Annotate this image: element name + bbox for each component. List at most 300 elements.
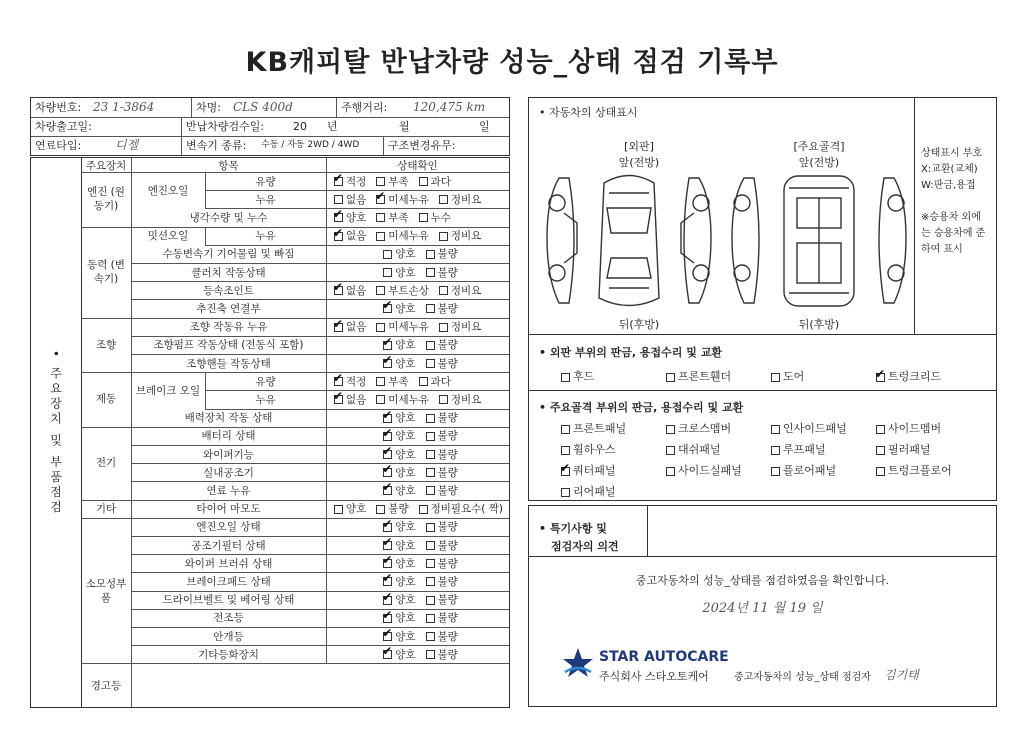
row-status <box>334 500 507 518</box>
status-option[interactable] <box>383 610 415 625</box>
checkbox-icon[interactable] <box>419 177 428 186</box>
struct-label: 구조변경유무: <box>388 139 456 152</box>
option-label: 불량 <box>437 521 458 534</box>
checkbox-icon[interactable] <box>376 286 385 295</box>
checkbox-icon[interactable] <box>376 195 385 204</box>
option-label: 불량 <box>437 448 458 461</box>
checkbox-icon[interactable] <box>666 373 675 382</box>
repair-item[interactable] <box>561 462 616 478</box>
checkbox-icon[interactable] <box>426 614 435 623</box>
checkbox-icon[interactable] <box>439 232 448 241</box>
repair-item[interactable] <box>876 441 931 457</box>
status-option[interactable] <box>383 337 415 352</box>
option-label: 없음 <box>346 284 367 297</box>
trans-options[interactable]: 수동 / 자동 2WD / 4WD <box>261 140 360 150</box>
row-status <box>334 190 507 208</box>
repair-item[interactable] <box>771 462 836 478</box>
row-status <box>334 354 507 372</box>
checkbox-icon[interactable] <box>376 505 385 514</box>
option-label: 양호 <box>395 448 416 461</box>
status-option[interactable] <box>426 301 458 316</box>
status-option[interactable] <box>419 174 451 189</box>
option-label: 양호 <box>395 557 416 570</box>
sub-mission_oil: 밋션오일 <box>147 230 189 243</box>
row-item: 브레이크패드 상태 <box>186 575 271 588</box>
row-item: 수동변속기 기어물림 및 빠짐 <box>162 248 295 261</box>
confirmation-panel <box>528 505 997 707</box>
status-option[interactable] <box>383 647 415 662</box>
checkbox-icon[interactable] <box>561 467 570 476</box>
legend-x: X:교환(교체) <box>921 164 978 175</box>
checkbox-icon[interactable] <box>426 359 435 368</box>
top-outline-icon <box>599 176 659 306</box>
plate-label: 차량번호: <box>35 101 82 114</box>
status-option[interactable] <box>426 556 458 571</box>
row-item: 누유 <box>255 193 276 206</box>
repair-item[interactable] <box>771 420 847 436</box>
checkbox-icon[interactable] <box>439 286 448 295</box>
status-option[interactable] <box>426 538 458 553</box>
frame-left-outline-icon <box>732 178 759 303</box>
row-item: 엔진오일 상태 <box>196 521 261 534</box>
checkbox-icon[interactable] <box>426 577 435 586</box>
diagram-panel <box>528 97 997 501</box>
status-option[interactable] <box>334 374 366 389</box>
row-status <box>334 591 507 609</box>
checkbox-icon[interactable] <box>876 446 885 455</box>
checkbox-icon[interactable] <box>334 213 343 222</box>
option-label: 정비요 <box>450 321 482 334</box>
repair-label: 프론트휀더 <box>678 370 732 383</box>
repair-label: 크로스멤버 <box>678 422 732 435</box>
option-label: 불량 <box>437 339 458 352</box>
checkbox-icon[interactable] <box>426 268 435 277</box>
option-label: 불량 <box>437 557 458 570</box>
repair-item[interactable] <box>666 420 731 436</box>
status-option[interactable] <box>426 447 458 462</box>
status-option[interactable] <box>383 483 415 498</box>
group-engine: 엔진 (원동기) <box>87 186 125 213</box>
status-option[interactable] <box>419 501 503 516</box>
checkbox-icon[interactable] <box>334 177 343 186</box>
checkbox-icon[interactable] <box>561 425 570 434</box>
status-option[interactable] <box>383 574 415 589</box>
option-label: 누수 <box>430 211 451 224</box>
checkbox-icon[interactable] <box>419 377 428 386</box>
checkbox-icon[interactable] <box>383 523 392 532</box>
row-item: 클러치 작동상태 <box>191 266 266 279</box>
option-label: 불량 <box>437 648 458 661</box>
repair-item[interactable] <box>771 441 826 457</box>
checkbox-icon[interactable] <box>383 432 392 441</box>
status-option[interactable] <box>376 228 429 243</box>
status-option[interactable] <box>376 374 408 389</box>
checkbox-icon[interactable] <box>419 213 428 222</box>
repair-item[interactable] <box>771 368 804 384</box>
row-item: 배력장치 작동 상태 <box>184 412 273 425</box>
checkbox-icon[interactable] <box>383 559 392 568</box>
row-item: 와이퍼 브러쉬 상태 <box>184 557 273 570</box>
row-item: 실내공조기 <box>203 466 254 479</box>
option-label: 미세누유 <box>388 321 429 334</box>
option-label: 불량 <box>437 575 458 588</box>
checkbox-icon[interactable] <box>383 632 392 641</box>
repair-item[interactable] <box>561 483 616 499</box>
row-item: 조향펌프 작동상태 (전동식 포함) <box>153 339 304 352</box>
checkbox-icon[interactable] <box>334 377 343 386</box>
star-autocare-logo-icon <box>561 646 595 680</box>
repair-item[interactable] <box>876 368 941 384</box>
option-label: 불량 <box>437 412 458 425</box>
checkbox-icon[interactable] <box>383 577 392 586</box>
row-status <box>334 445 507 463</box>
checkbox-icon[interactable] <box>426 304 435 313</box>
row-item: 조향핸들 작동상태 <box>186 357 271 370</box>
status-option[interactable] <box>376 192 429 207</box>
status-option[interactable] <box>383 265 415 280</box>
special-label-2: 점검자의 의견 <box>551 540 619 553</box>
row-status <box>334 208 507 226</box>
checkbox-icon[interactable] <box>439 195 448 204</box>
trans-label: 변속기 종류: <box>186 139 247 152</box>
checkbox-icon[interactable] <box>666 446 675 455</box>
repair-item[interactable] <box>561 368 594 384</box>
status-option[interactable] <box>383 410 415 425</box>
exterior-rear-label: 뒤(후방) <box>618 318 660 331</box>
checkbox-icon[interactable] <box>426 486 435 495</box>
checkbox-icon[interactable] <box>426 250 435 259</box>
option-label: 양호 <box>395 484 416 497</box>
repair-label: 사이드실패널 <box>678 464 742 477</box>
status-option[interactable] <box>426 356 458 371</box>
status-option[interactable] <box>383 519 415 534</box>
right-side-outline-icon <box>681 178 711 303</box>
option-label: 양호 <box>395 466 416 479</box>
option-label: 불량 <box>437 466 458 479</box>
status-option[interactable] <box>383 465 415 480</box>
row-status <box>334 536 507 554</box>
checkbox-icon[interactable] <box>383 359 392 368</box>
option-label: 미세누유 <box>388 230 429 243</box>
repair-label: 사이드멤버 <box>888 422 942 435</box>
row-item: 전조등 <box>213 612 244 625</box>
row-item: 유량 <box>255 375 276 388</box>
checkbox-icon[interactable] <box>426 450 435 459</box>
legend-title: 상태표시 부호 <box>921 148 983 159</box>
side-label: • 주요장치 및 부품점검 <box>48 349 63 516</box>
status-option[interactable] <box>334 210 366 225</box>
legend-note: ※승용차 외에는 승용차에 준하여 표시 <box>921 212 986 255</box>
repair-label: 대쉬패널 <box>678 443 721 456</box>
status-option[interactable] <box>426 629 458 644</box>
checkbox-icon[interactable] <box>771 467 780 476</box>
status-option[interactable] <box>426 483 458 498</box>
checkbox-icon[interactable] <box>426 414 435 423</box>
status-option[interactable] <box>383 556 415 571</box>
checkbox-icon[interactable] <box>334 395 343 404</box>
status-option[interactable] <box>426 428 458 443</box>
option-label: 없음 <box>346 193 367 206</box>
row-status <box>334 372 507 390</box>
status-option[interactable] <box>334 192 366 207</box>
repair-item[interactable] <box>666 441 721 457</box>
group-power: 동력 (변속기) <box>87 259 125 286</box>
checkbox-icon[interactable] <box>376 323 385 332</box>
option-label: 양호 <box>395 539 416 552</box>
checkbox-icon[interactable] <box>376 177 385 186</box>
checkbox-icon[interactable] <box>419 505 428 514</box>
mileage-value[interactable]: 120,475 km <box>413 100 486 114</box>
option-label: 정비요 <box>450 193 482 206</box>
status-option[interactable] <box>426 610 458 625</box>
status-option[interactable] <box>439 192 481 207</box>
option-label: 정비요 <box>450 230 482 243</box>
checkbox-icon[interactable] <box>426 632 435 641</box>
status-option[interactable] <box>376 319 429 334</box>
checkbox-icon[interactable] <box>426 341 435 350</box>
checkbox-icon[interactable] <box>439 395 448 404</box>
group-consum: 소모성부품 <box>85 577 127 604</box>
checkbox-icon[interactable] <box>383 268 392 277</box>
repair-label: 트렁크리드 <box>888 370 942 383</box>
status-option[interactable] <box>426 410 458 425</box>
status-option[interactable] <box>439 228 481 243</box>
repair-label: 트렁크플로어 <box>888 464 952 477</box>
checkbox-icon[interactable] <box>426 523 435 532</box>
status-option[interactable] <box>383 301 415 316</box>
row-status <box>334 172 507 190</box>
checkbox-icon[interactable] <box>334 323 343 332</box>
option-label: 부족 <box>388 375 409 388</box>
status-option[interactable] <box>383 356 415 371</box>
checkbox-icon[interactable] <box>426 650 435 659</box>
group-etc: 기타 <box>95 502 117 515</box>
repair-label: 리어패널 <box>573 485 616 498</box>
option-label: 양호 <box>346 211 367 224</box>
repair-label: 플로어패널 <box>783 464 837 477</box>
status-option[interactable] <box>426 574 458 589</box>
checkbox-icon[interactable] <box>666 425 675 434</box>
checkbox-icon[interactable] <box>771 373 780 382</box>
checkbox-icon[interactable] <box>334 195 343 204</box>
checkbox-icon[interactable] <box>426 432 435 441</box>
status-option[interactable] <box>376 210 408 225</box>
status-option[interactable] <box>383 246 415 261</box>
status-option[interactable] <box>383 447 415 462</box>
repair-label: 도어 <box>783 370 805 383</box>
option-label: 없음 <box>346 321 367 334</box>
row-item: 누유 <box>255 393 276 406</box>
row-item: 와이퍼기능 <box>203 448 254 461</box>
row-item: 조향 작동유 누유 <box>189 321 268 334</box>
checkbox-icon[interactable] <box>383 486 392 495</box>
checkbox-icon[interactable] <box>383 650 392 659</box>
checkbox-icon[interactable] <box>771 425 780 434</box>
row-item: 유량 <box>255 175 276 188</box>
checkbox-icon[interactable] <box>561 488 570 497</box>
status-option[interactable] <box>426 592 458 607</box>
option-label: 양호 <box>395 412 416 425</box>
row-item: 누유 <box>255 230 276 243</box>
vehicle-info-box <box>30 97 510 156</box>
month-unit: 월 <box>399 120 410 133</box>
release-label: 차량출고일: <box>35 120 92 133</box>
checkbox-icon[interactable] <box>383 614 392 623</box>
frame-right-outline-icon <box>879 178 906 303</box>
status-option[interactable] <box>426 519 458 534</box>
option-label: 과다 <box>430 175 451 188</box>
row-status <box>334 318 507 336</box>
row-status <box>334 518 507 536</box>
status-option[interactable] <box>426 265 458 280</box>
frame-label: [주요골격] <box>793 140 845 153</box>
status-option[interactable] <box>334 174 366 189</box>
col-status-header: 상태확인 <box>397 159 438 172</box>
status-option[interactable] <box>334 501 366 516</box>
repair-label: 후드 <box>573 370 595 383</box>
status-option[interactable] <box>439 283 481 298</box>
checkbox-icon[interactable] <box>771 446 780 455</box>
checkbox-icon[interactable] <box>876 425 885 434</box>
checkbox-icon[interactable] <box>334 505 343 514</box>
option-label: 불량 <box>437 302 458 315</box>
option-label: 과다 <box>430 375 451 388</box>
row-status <box>334 609 507 627</box>
checkbox-icon[interactable] <box>383 250 392 259</box>
row-status <box>334 554 507 572</box>
legend-w: W:판금,용접 <box>921 180 976 191</box>
status-option[interactable] <box>376 501 408 516</box>
fuel-value[interactable]: 디젤 <box>115 138 139 152</box>
checkbox-icon[interactable] <box>376 377 385 386</box>
status-option[interactable] <box>419 210 451 225</box>
exterior-repair-title: • 외판 부위의 판금, 용접수리 및 교환 <box>539 346 722 359</box>
checkbox-icon[interactable] <box>666 467 675 476</box>
inspector-label: 중고자동차의 성능_상태 점검자 <box>734 672 871 683</box>
frame-front-label: 앞(전방) <box>798 156 840 169</box>
status-option[interactable] <box>334 228 366 243</box>
status-option[interactable] <box>426 246 458 261</box>
checkbox-icon[interactable] <box>383 304 392 313</box>
option-label: 적정 <box>346 175 367 188</box>
row-item: 배터리 상태 <box>201 430 256 443</box>
status-option[interactable] <box>439 392 481 407</box>
row-status <box>334 336 507 354</box>
status-option[interactable] <box>383 538 415 553</box>
checkbox-icon[interactable] <box>383 541 392 550</box>
checkbox-icon[interactable] <box>561 373 570 382</box>
repair-label: 필러패널 <box>888 443 931 456</box>
status-option[interactable] <box>334 392 366 407</box>
model-value[interactable]: CLS 400d <box>233 100 293 114</box>
status-option[interactable] <box>426 465 458 480</box>
status-option[interactable] <box>426 647 458 662</box>
status-option[interactable] <box>383 428 415 443</box>
option-label: 양호 <box>395 612 416 625</box>
option-label: 불량 <box>437 484 458 497</box>
checkbox-icon[interactable] <box>383 341 392 350</box>
option-label: 불량 <box>437 357 458 370</box>
checkbox-icon[interactable] <box>383 450 392 459</box>
row-item: 연료 누유 <box>206 484 251 497</box>
checkbox-icon[interactable] <box>383 596 392 605</box>
repair-item[interactable] <box>666 462 742 478</box>
option-label: 정비요 <box>450 284 482 297</box>
status-option[interactable] <box>376 283 429 298</box>
exterior-label: [외판] <box>624 140 654 153</box>
checkbox-icon[interactable] <box>376 213 385 222</box>
status-option[interactable] <box>419 374 451 389</box>
repair-label: 휠하우스 <box>573 443 616 456</box>
checkbox-icon[interactable] <box>426 559 435 568</box>
inspector-signature[interactable]: 김기태 <box>884 668 919 682</box>
checkbox-icon[interactable] <box>334 286 343 295</box>
row-item: 냉각수량 및 누수 <box>189 211 268 224</box>
left-side-outline-icon <box>547 178 577 303</box>
checkbox-icon[interactable] <box>426 596 435 605</box>
status-option[interactable] <box>334 283 366 298</box>
status-option[interactable] <box>383 592 415 607</box>
option-label: 불량 <box>437 612 458 625</box>
checkbox-icon[interactable] <box>334 232 343 241</box>
checkbox-icon[interactable] <box>876 467 885 476</box>
option-label: 부트손상 <box>388 284 429 297</box>
checkbox-icon[interactable] <box>383 468 392 477</box>
repair-item[interactable] <box>666 368 731 384</box>
row-item: 등속조인트 <box>203 284 254 297</box>
status-option[interactable] <box>376 174 408 189</box>
group-elec: 전기 <box>95 457 117 470</box>
checkbox-icon[interactable] <box>561 446 570 455</box>
option-label: 불량 <box>388 503 409 516</box>
year-prefix: 20 <box>293 120 307 133</box>
row-status <box>334 390 507 408</box>
status-option[interactable] <box>334 319 366 334</box>
status-option[interactable] <box>376 392 429 407</box>
checkbox-icon[interactable] <box>426 468 435 477</box>
option-label: 없음 <box>346 230 367 243</box>
row-item: 안개등 <box>213 630 244 643</box>
repair-item[interactable] <box>561 441 616 457</box>
repair-label: 쿼터패널 <box>573 464 616 477</box>
group-steer: 조향 <box>95 338 117 351</box>
checkbox-icon[interactable] <box>383 414 392 423</box>
checkbox-icon[interactable] <box>426 541 435 550</box>
option-label: 정비필요수( 짝) <box>430 503 503 516</box>
repair-item[interactable] <box>876 420 941 436</box>
repair-item[interactable] <box>876 462 952 478</box>
status-option[interactable] <box>439 319 481 334</box>
sub-engine_oil: 엔진오일 <box>147 184 189 197</box>
checkbox-icon[interactable] <box>439 323 448 332</box>
row-status <box>334 481 507 499</box>
plate-value[interactable]: 23 1-3864 <box>93 100 155 114</box>
option-label: 양호 <box>395 302 416 315</box>
row-item: 기타등화장치 <box>198 648 259 661</box>
row-status <box>334 281 507 299</box>
status-option[interactable] <box>426 337 458 352</box>
special-label-1: • 특기사항 및 <box>539 522 607 535</box>
option-label: 양호 <box>395 575 416 588</box>
option-label: 부족 <box>388 211 409 224</box>
checkbox-icon[interactable] <box>876 373 885 382</box>
confirm-date: 2024년 11 월 19 일 <box>702 601 823 616</box>
checkbox-icon[interactable] <box>376 395 385 404</box>
option-label: 미세누유 <box>388 193 429 206</box>
status-option[interactable] <box>383 629 415 644</box>
checkbox-icon[interactable] <box>376 232 385 241</box>
repair-item[interactable] <box>561 420 626 436</box>
